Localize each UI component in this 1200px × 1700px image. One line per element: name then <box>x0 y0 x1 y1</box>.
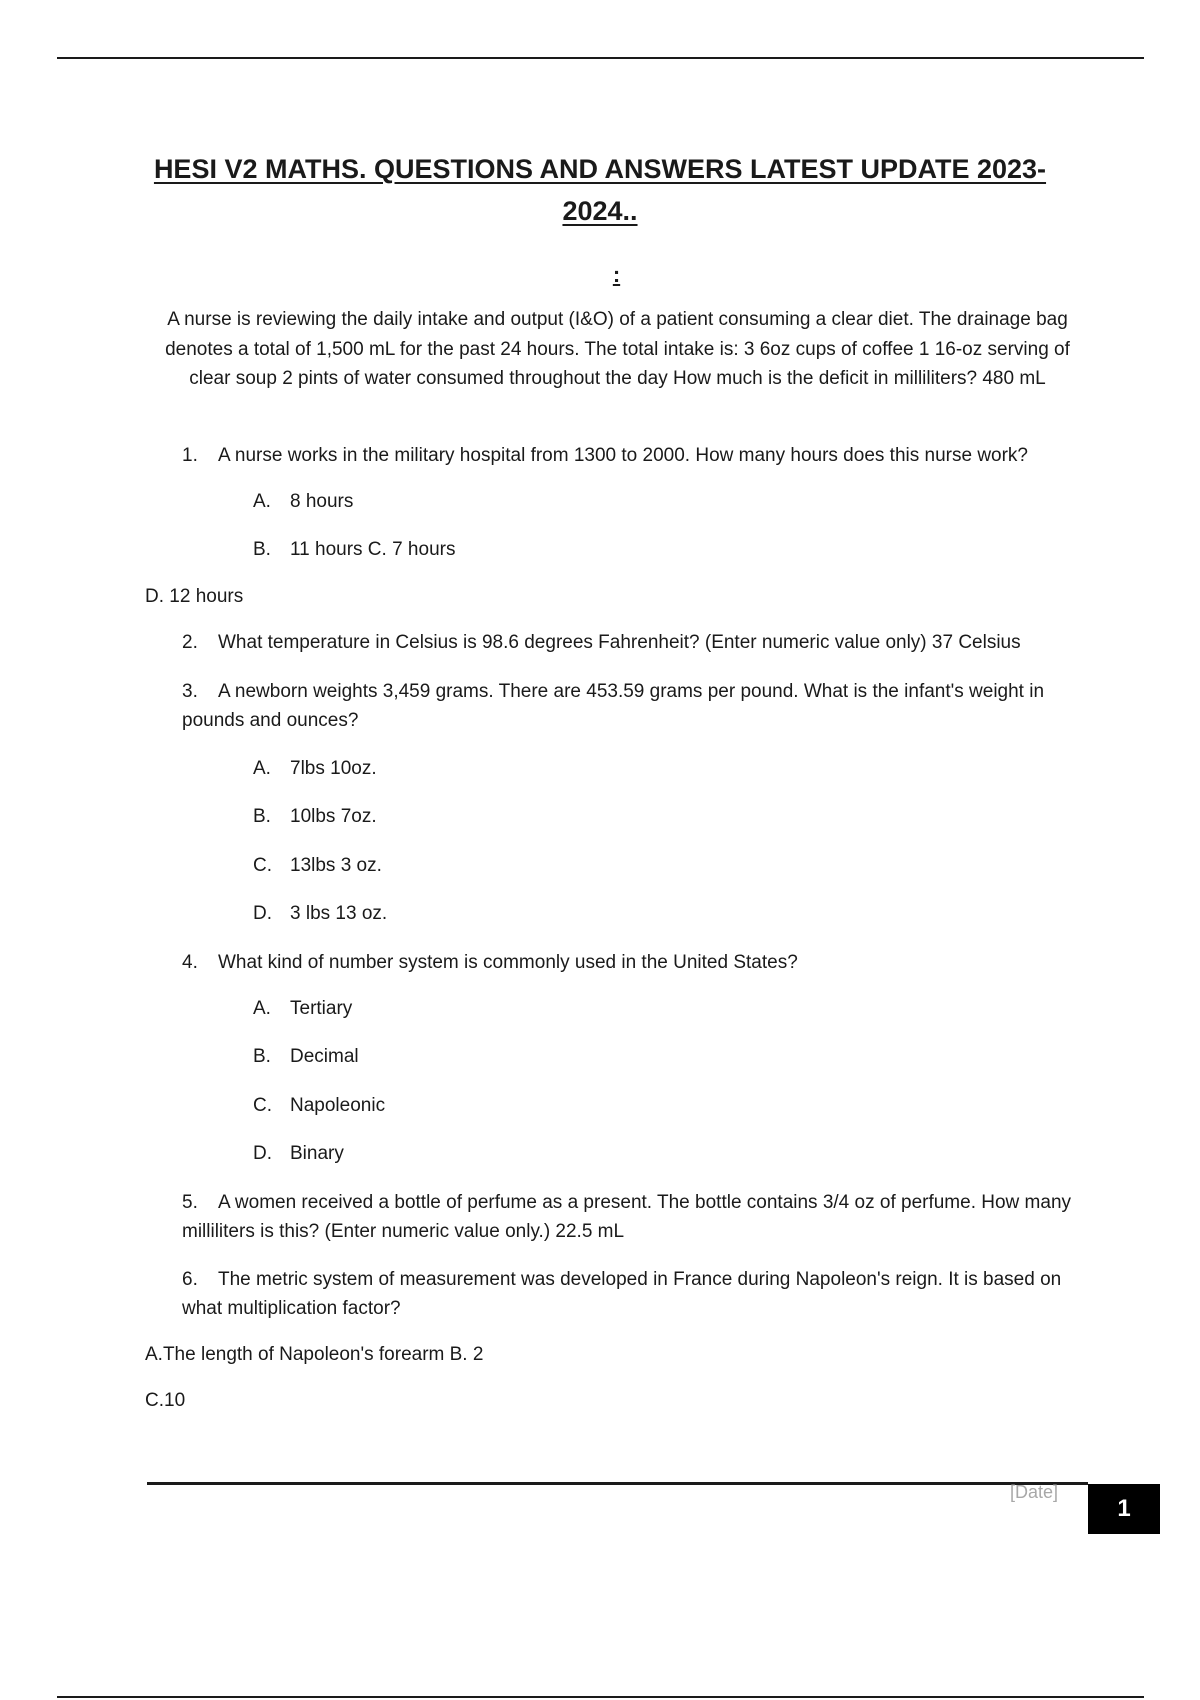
option <box>253 802 377 831</box>
option-text: 10lbs 7oz. <box>290 806 377 827</box>
footer-date: [Date] <box>1010 1482 1059 1502</box>
option <box>253 1139 344 1168</box>
option-text: 3 lbs 13 oz. <box>290 903 388 924</box>
option <box>253 754 377 783</box>
question-number: 3. <box>182 681 198 702</box>
question-3 <box>182 677 1087 735</box>
document-title: HESI V2 MATHS. QUESTIONS AND ANSWERS LATEST UPDATE 2023-2024.. <box>153 154 1047 226</box>
question-number: 6. <box>182 1269 198 1290</box>
option-letter: B. <box>253 1046 271 1067</box>
option-letter: D. <box>253 1143 272 1164</box>
question-text: A women received a bottle of perfume as a present. The bottle contains 3/4 oz of perfume. How many milliliters is this? (Enter numeric value only.) 22.5 mL <box>182 1192 1072 1242</box>
option-trailing: D. 12 hours <box>145 586 244 607</box>
option-letter: D. <box>253 903 272 924</box>
question-text: What temperature in Celsius is 98.6 degrees Fahrenheit? (Enter numeric value only) 37 Celsius <box>218 632 1021 653</box>
question-number: 1. <box>182 445 198 466</box>
option-text: Binary <box>290 1143 344 1164</box>
option-text: 11 hours C. 7 hours <box>290 539 456 560</box>
option-letter: B. <box>253 806 271 827</box>
question-text: A newborn weights 3,459 grams. There are 453.59 grams per pound. What is the infant's weight in pounds and ounces? <box>182 681 1045 731</box>
footer-rule <box>147 1482 1088 1485</box>
option-text: 7lbs 10oz. <box>290 758 377 779</box>
option <box>253 1042 359 1071</box>
question-number: 4. <box>182 952 198 973</box>
header-rule <box>57 57 1144 59</box>
option <box>253 487 353 516</box>
question-5 <box>182 1188 1092 1246</box>
section-separator: : <box>612 262 621 287</box>
option <box>253 899 387 928</box>
option <box>253 1091 385 1120</box>
option <box>253 535 455 564</box>
option-text: Napoleonic <box>290 1095 386 1116</box>
question-number: 2. <box>182 632 198 653</box>
answer-line-c: C.10 <box>145 1390 186 1411</box>
question-1 <box>182 441 1028 470</box>
intro-question: A nurse is reviewing the daily intake and output (I&O) of a patient consuming a clear diet. The drainage bag denotes a total of 1,500 mL for the past 24 hours. The total intake is: 3 6oz cups of coffee 1 16-oz serving of clear soup 2 pints of water consumed throughout the day How much is the deficit in milliliters? 480 mL <box>165 309 1070 389</box>
option-letter: C. <box>253 1095 272 1116</box>
option <box>253 851 382 880</box>
option-letter: A. <box>253 491 271 512</box>
question-number: 5. <box>182 1192 198 1213</box>
answer-line-a: A.The length of Napoleon's forearm B. 2 <box>145 1344 484 1365</box>
bottom-rule <box>57 1696 1144 1698</box>
question-text: A nurse works in the military hospital from 1300 to 2000. How many hours does this nurse work? <box>218 445 1028 466</box>
option-text: Decimal <box>290 1046 359 1067</box>
option-text: 13lbs 3 oz. <box>290 855 382 876</box>
question-text: What kind of number system is commonly used in the United States? <box>218 952 798 973</box>
question-text: The metric system of measurement was developed in France during Napoleon's reign. It is based on what multiplication factor? <box>182 1269 1062 1319</box>
option-text: Tertiary <box>290 998 353 1019</box>
question-2 <box>182 628 1021 657</box>
option-letter: A. <box>253 758 271 779</box>
option-letter: A. <box>253 998 271 1019</box>
option-letter: B. <box>253 539 271 560</box>
page-number: 1 <box>1088 1484 1160 1534</box>
option <box>253 994 352 1023</box>
question-4 <box>182 948 798 977</box>
option-text: 8 hours <box>290 491 354 512</box>
question-6 <box>182 1265 1092 1323</box>
option-letter: C. <box>253 855 272 876</box>
